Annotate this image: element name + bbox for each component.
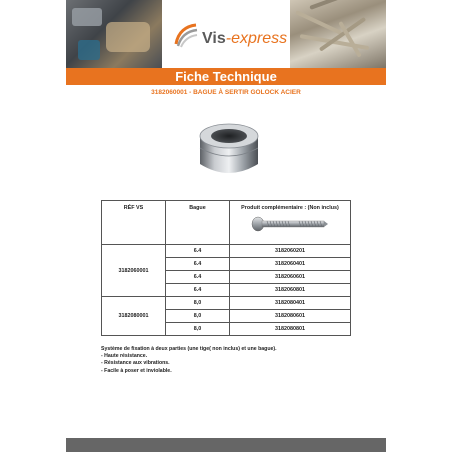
specification-table: [101, 200, 351, 336]
screws-photo: [290, 0, 386, 68]
bague-cell: 6.4: [166, 245, 230, 258]
product-cell: 3182080601: [230, 310, 351, 323]
product-description: [101, 346, 351, 375]
bague-cell: 8,0: [166, 297, 230, 310]
steel-crimp-ring-photo: [194, 118, 264, 184]
brand-name: [202, 30, 287, 48]
footer-bar: [66, 438, 386, 452]
brand-name-part1: Vis: [202, 30, 226, 47]
bague-cell: 6.4: [166, 284, 230, 297]
bague-cell: 6.4: [166, 271, 230, 284]
page-header: [66, 0, 386, 68]
product-cell: 3182080401: [230, 297, 351, 310]
product-cell: 3182060601: [230, 271, 351, 284]
ref-cell: 3182080001: [102, 297, 166, 336]
header-complementary-label: Produit complémentaire : (Non inclus): [241, 205, 339, 211]
brand-logo: [162, 0, 290, 68]
header-ref: RÉF VS: [102, 201, 166, 245]
bague-cell: 8,0: [166, 323, 230, 336]
description-bullet: - Résistance aux vibrations.: [101, 360, 170, 367]
header-complementary-product: [230, 201, 351, 245]
ref-cell: 3182060001: [102, 245, 166, 297]
bague-cell: 6.4: [166, 258, 230, 271]
bague-cell: 8,0: [166, 310, 230, 323]
description-intro: Système de fixation à deux parties (une tige( non inclus) et une bague).: [101, 346, 277, 352]
page-title: Fiche Technique: [66, 68, 386, 85]
product-cell: 3182060201: [230, 245, 351, 258]
product-cell: 3182080801: [230, 323, 351, 336]
product-cell: 3182060801: [230, 284, 351, 297]
description-bullet: - Facile à poser et inviolable.: [101, 367, 172, 374]
description-bullet: - Haute résistance.: [101, 353, 148, 360]
product-cell: 3182060401: [230, 258, 351, 271]
screw-icon: [251, 215, 329, 233]
technical-sheet-page: [66, 0, 386, 452]
workbench-tools-photo: [66, 0, 162, 68]
swoosh-logo-icon: [174, 22, 198, 48]
header-bague: Bague: [166, 201, 230, 245]
product-reference-title: 3182060001 - BAGUE À SERTIR GOLOCK ACIER: [151, 89, 301, 96]
brand-name-part2: -express: [225, 30, 288, 47]
